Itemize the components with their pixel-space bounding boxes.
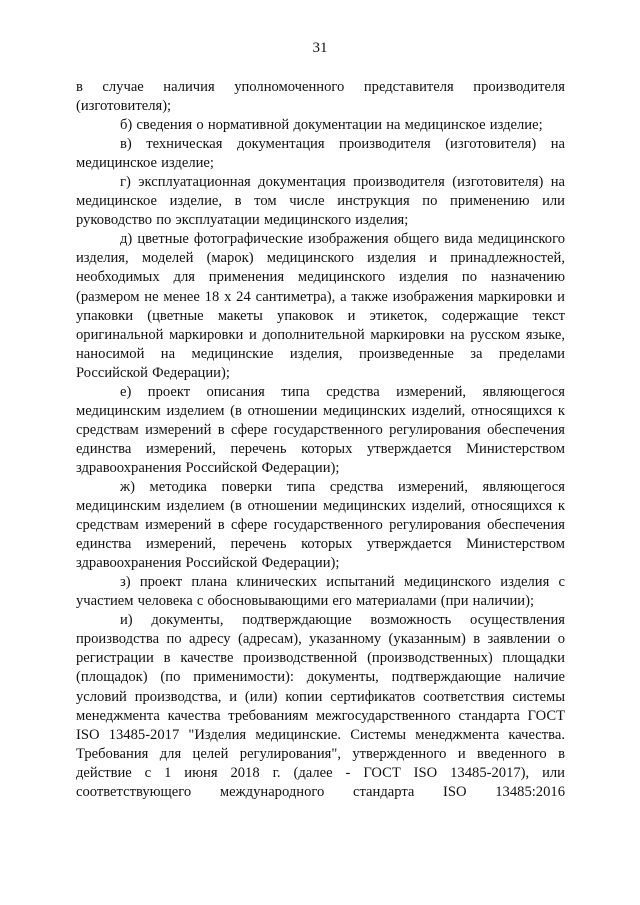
paragraph-d: д) цветные фотографические изображения общего вида медицинского изделия, моделей (марок) медицинского изделия и принадлежностей, необходимых для применения медицинского изделия по назначению (размером не менее 18 x 24 сантиметра), а также изображения маркировки и упаковки (цветные макеты упаковок и этикеток, содержащие текст оригинальной маркировки и дополнительной маркировки на русском языке, наносимой на медицинские изделия, произведенные за пределами Российской Федерации); <box>76 231 565 381</box>
paragraph-b: б) сведения о нормативной документации на медицинское изделие; <box>120 117 543 134</box>
paragraph-continuation: в случае наличия уполномоченного представителя производителя (изготовителя); <box>76 79 565 115</box>
paragraph-i: и) документы, подтверждающие возможность осуществления производства по адресу (адресам), указанному (указанным) в заявлении о регистрации в качестве производственной (производственных) площадки (площадок) (по применимости): документы, подтверждающие наличие условий производства, и (или) копии сертификатов соответствия системы менеджмента качества требованиям межгосударственного стандарта ГОСТ ISO 13485-2017 "Изделия медицинские. Системы менеджмента качества. Требования для целей регулирования", утвержденного и введенного в действие с 1 июня 2018 г. (далее - ГОСТ ISO 13485-2017), или соответствующего международного стандарта ISO 13485:2016 <box>76 612 565 800</box>
paragraph-e: е) проект описания типа средства измерений, являющегося медицинским изделием (в отношении медицинских изделий, относящихся к средствам измерений в сфере государственного регулирования обеспечения единства измерений, перечень которых утверждается Министерством здравоохранения Российской Федерации); <box>76 383 565 476</box>
paragraph-v: в) техническая документация производителя (изготовителя) на медицинское изделие; <box>76 136 565 172</box>
paragraph-zh: ж) методика поверки типа средства измерений, являющегося медицинским изделием (в отношении медицинских изделий, относящихся к средствам измерений в сфере государственного регулирования обеспечения единства измерений, перечень которых утверждается Министерством здравоохранения Российской Федерации); <box>76 478 565 572</box>
page-number: 31 <box>312 40 328 56</box>
paragraph-g: г) эксплуатационная документация производителя (изготовителя) на медицинское изделие, в том числе инструкция по применению или руководство по эксплуатации медицинского изделия; <box>76 174 565 229</box>
paragraph-z: з) проект плана клинических испытаний медицинского изделия с участием человека с обосновывающими его материалами (при наличии); <box>76 574 565 610</box>
body-text <box>76 78 565 802</box>
